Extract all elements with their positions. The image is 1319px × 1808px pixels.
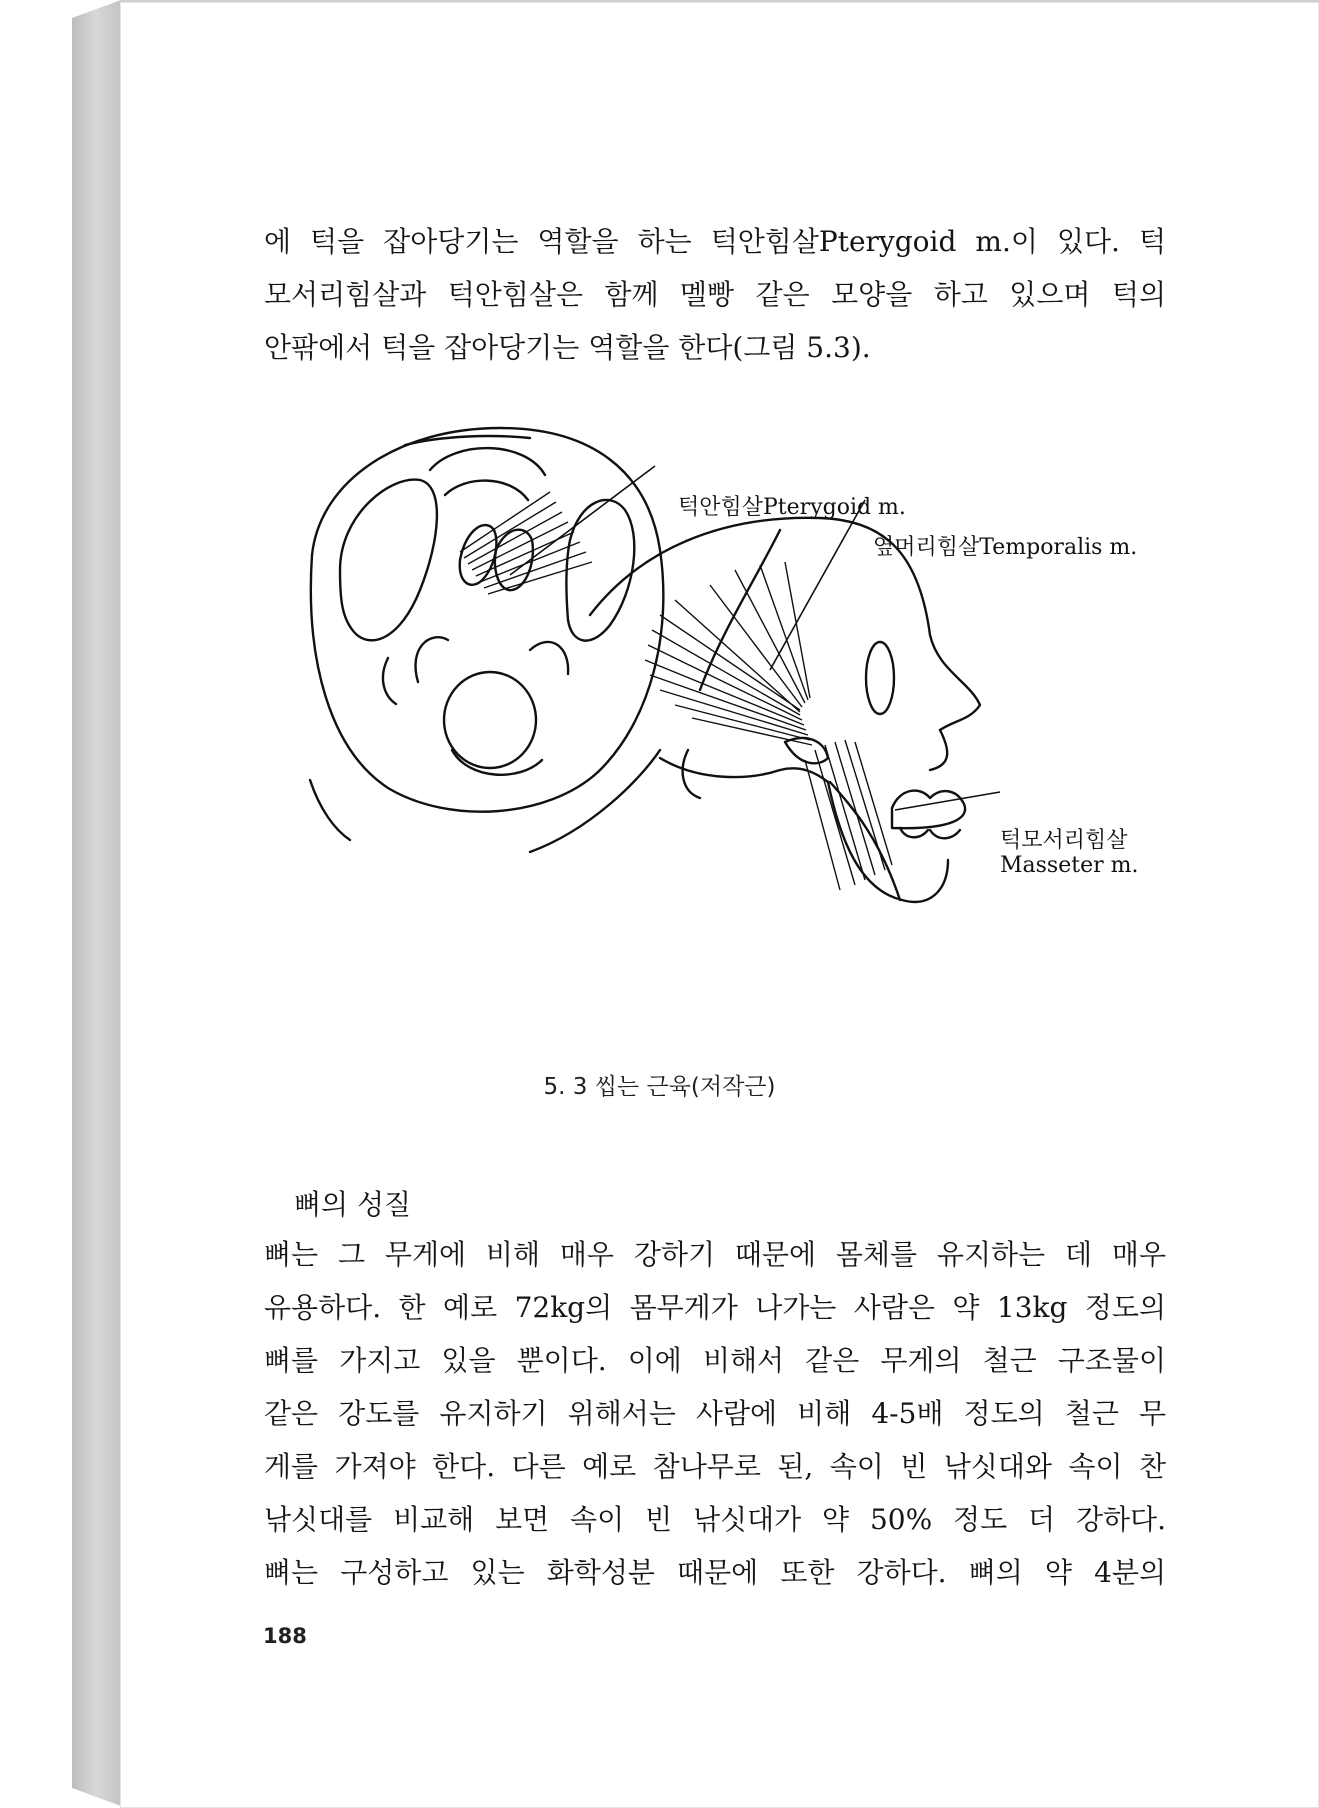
text-line: 뼈는 그 무게에 비해 매우 강하기 때문에 몸체를 유지하는 데 매우 [264,1238,1166,1271]
book-spine [72,0,121,1806]
text-line: 안팎에서 턱을 잡아당기는 역할을 한다(그림 5.3). [264,331,871,364]
text-line: 뼈는 구성하고 있는 화학성분 때문에 또한 강하다. 뼈의 약 4분의 [264,1556,1166,1589]
skull-muscle-figure [280,420,1210,1040]
text-line: 같은 강도를 유지하기 위해서는 사람에 비해 4-5배 정도의 철근 무 [264,1397,1166,1430]
text-line: 유용하다. 한 예로 72kg의 몸무게가 나가는 사람은 약 13kg 정도의 [264,1291,1166,1324]
text-line: 뼈를 가지고 있을 뿐이다. 이에 비해서 같은 무게의 철근 구조물이 [264,1344,1166,1377]
text-line: 낚싯대를 비교해 보면 속이 빈 낚싯대가 약 50% 정도 더 강하다. [264,1503,1166,1536]
masseter-label-ko: 턱모서리힘살 [1000,828,1128,853]
page-number: 188 [263,1624,307,1648]
text-line: 에 턱을 잡아당기는 역할을 하는 턱안힘살Pterygoid m.이 있다. 턱 [264,225,1166,258]
text-line: 모서리힘살과 턱안힘살은 함께 멜빵 같은 모양을 하고 있으며 턱의 [264,278,1166,311]
pterygoid-label: 턱안힘살Pterygoid m. [678,495,906,520]
intro-paragraph [264,215,1166,374]
bone-properties-paragraph [264,1228,1166,1599]
section-heading: 뼈의 성질 [294,1188,412,1221]
temporalis-label: 옆머리힘살Temporalis m. [873,535,1138,560]
text-line: 게를 가져야 한다. 다른 예로 참나무로 된, 속이 빈 낚싯대와 속이 찬 [264,1450,1166,1483]
masseter-label-en: Masseter m. [1000,853,1139,878]
figure-caption: 5. 3 씹는 근육(저작근) [543,1074,776,1100]
